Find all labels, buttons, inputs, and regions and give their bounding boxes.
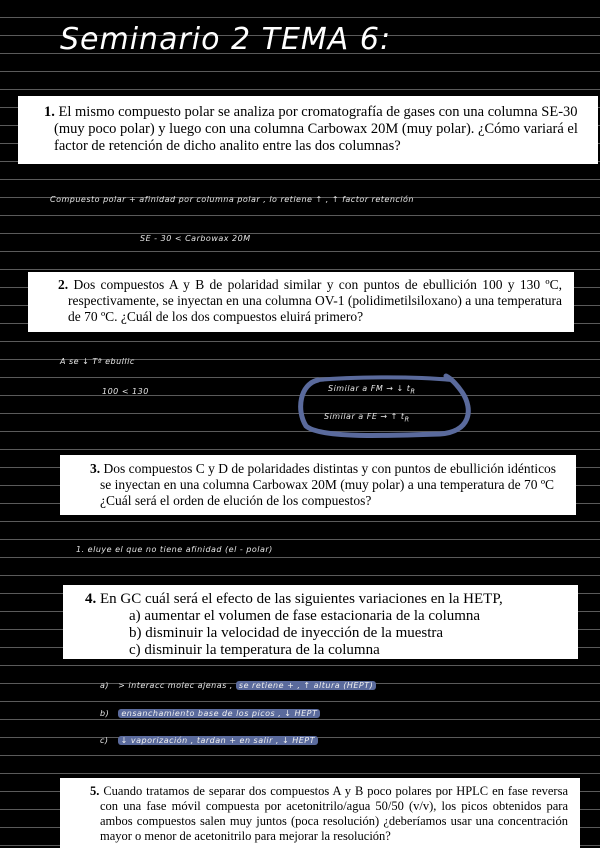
question-text: Dos compuestos C y D de polaridades distintas y con puntos de ebullición idénticos se inyectan en una columna Carbowax 20M (muy polar) a una temperatura de 70 ºC ¿Cuál será el orden de elución de los compuestos?: [100, 461, 557, 508]
note-q1-line2: SE - 30 < Carbowax 20M: [140, 234, 251, 243]
note-highlight: ensanchamiento base de los picos , ↓ HEPT: [118, 709, 320, 718]
question-4-option-a: a) aumentar el volumen de fase estacionaria de la columna: [129, 608, 481, 624]
note-subscript: R: [410, 387, 416, 396]
note-q4-c: [100, 736, 318, 745]
note-highlight: ↓ vaporización , tardan + en salir , ↓ HEPT: [118, 736, 318, 745]
note-highlight: se retiene + , ↑ altura (HEPT): [236, 681, 376, 690]
note-q3: 1. eluye el que no tiene afinidad (el - polar): [76, 545, 273, 554]
question-number: 5.: [90, 784, 100, 798]
note-q2-line2: 100 < 130: [102, 387, 149, 396]
question-text: Dos compuestos A y B de polaridad similar y con puntos de ebullición 100 y 130 ºC, respectivamente, se inyectan en una columna OV-1 (polidimetilsiloxano) a una temperatura de 70 ºC. ¿Cuál de los dos compuestos eluirá primero?: [68, 277, 562, 324]
question-3-box: [60, 455, 576, 515]
page-title: Seminario 2 TEMA 6:: [60, 22, 392, 57]
note-q4-b: [100, 709, 320, 718]
note-subscript: R: [404, 415, 410, 424]
note-q1-line1: Compuesto polar + afinidad por columna polar , lo retiene ↑ , ↑ factor retención: [50, 195, 414, 204]
question-4-option-c: c) disminuir la temperatura de la columna: [129, 642, 380, 658]
note-text: Similar a FM → ↓ t: [328, 384, 411, 393]
question-4-box: [63, 585, 578, 659]
question-number: 1.: [44, 104, 55, 120]
question-4-option-b: b) disminuir la velocidad de inyección de la muestra: [129, 625, 444, 641]
question-5-box: [60, 778, 580, 848]
question-4: [85, 591, 568, 608]
note-q4-a: [100, 681, 376, 690]
question-3: [90, 461, 564, 509]
question-number: 2.: [58, 277, 69, 292]
note-text: Similar a FE → ↑ t: [324, 412, 405, 421]
note-text: > interacc molec ajenas ,: [118, 681, 233, 690]
note-label: a): [100, 681, 110, 690]
note-label: c): [100, 736, 109, 745]
question-text: En GC cuál será el efecto de las siguientes variaciones en la HETP,: [100, 591, 503, 607]
question-5: [90, 784, 568, 844]
question-text: El mismo compuesto polar se analiza por cromatografía de gases con una columna SE-30 (muy poco polar) y luego con una columna Carbowax 20M (muy polar). ¿Cómo variará el factor de retención de dicho analito entre las dos columnas?: [54, 104, 578, 154]
question-text: Cuando tratamos de separar dos compuestos A y B poco polares por HPLC en fase reversa con una fase móvil compuesta por acetonitrilo/agua 50/50 (v/v), los picos obtenidos para ambos compuestos salen muy juntos (poca resolución) ¿deberíamos usar una concentración mayor o menor de acetonitrilo para mejorar la resolución?: [100, 784, 568, 843]
question-number: 4.: [85, 591, 97, 607]
note-label: b): [100, 709, 110, 718]
note-q2-line1: A se ↓ Tª ebullic: [60, 357, 135, 366]
question-number: 3.: [90, 461, 101, 476]
